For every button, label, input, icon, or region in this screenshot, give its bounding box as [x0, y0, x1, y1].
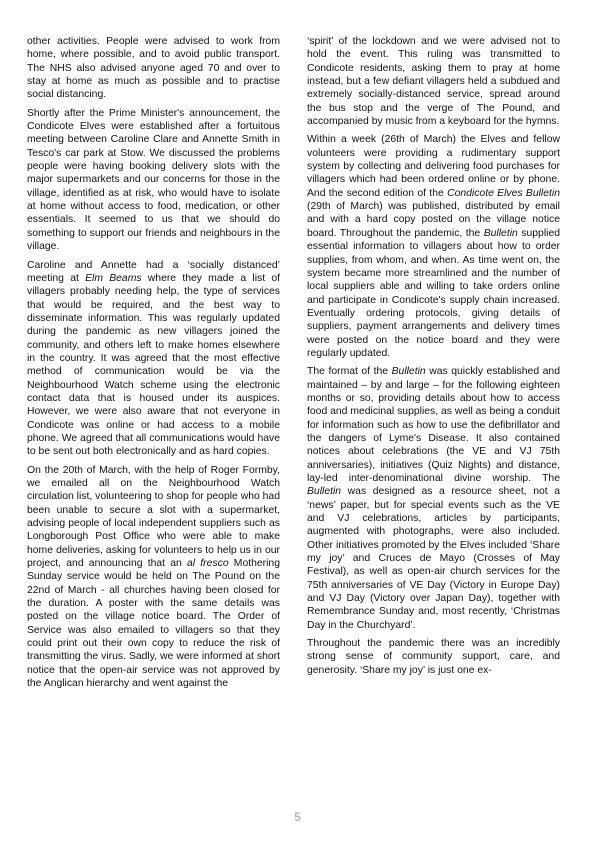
- right-column: [307, 35, 560, 677]
- paragraph: Throughout the pandemic there was an incredibly strong sense of community support, care, and generosity. ‘Share my joy’ is just one ex-: [307, 638, 560, 676]
- paragraph: ‘spirit’ of the lockdown and we were advised not to hold the event. This ruling was transmitted to Condicote residents, asking them to pray at home instead, but a few defiant villagers held a subdued and extremely socially-distanced service, spread around the bus stop and the verge of The Pound, and accompanied by music from a keyboard for the hymns.: [307, 36, 560, 128]
- page-number: 5: [294, 810, 301, 824]
- paragraph: other activities. People were advised to work from home, where possible, and to avoid public transport. The NHS also advised anyone aged 70 and over to stay at home as much as possible and to practise social distancing.: [27, 36, 280, 101]
- paragraph: Shortly after the Prime Minister's announcement, the Condicote Elves were established after a fortuitous meeting between Caroline Clare and Annette Smith in Tesco's car park at Stow. We discussed the problems people were having booking delivery slots with the major supermarkets and our concerns for those in the village, identified as at risk, who would have to isolate at home without access to food, medication, or other essentials. It seemed to us that we should do something to support our friends and neighbours in the village.: [27, 107, 280, 253]
- paragraph: On the 20th of March, with the help of Roger Formby, we emailed all on the Neighbourhood Watch circulation list, volunteering to shop for people who had been unable to secure a slot with a supermarket, advising people of local independent suppliers such as Longborough Post Office who were able to make home deliveries, asking for volunteers to help us in our project, and announcing that an al fresco Mothering Sunday service would be held on The Pound on the 22nd of March - all churches having been closed for the duration. A poster with the same details was posted on the village notice board. The Order of Service was also emailed to villagers so that they could print out their own copy to reduce the risk of transmitting the virus. Sadly, we were informed at short notice that the open-air service was not approved by the Anglican hierarchy and went against the: [27, 464, 280, 690]
- paragraph: Within a week (26th of March) the Elves and fellow volunteers were providing a rudimentary support system by collecting and delivering food purchases for villagers which had been ordered online or by phone. And the second edition of the Condicote Elves Bulletin (29th of March) was published, distributed by email and with a hard copy posted on the village notice board. Throughout the pandemic, the Bulletin supplied essential information to villagers about how to order supplies, from whom, and when. As time went on, the system became more streamlined and the number of local suppliers able and willing to take orders online and participate in Condicote's supply chain increased. Eventually ordering protocols, giving details of suppliers, payment arrangements and delivery times were posted on the notice board and they were regularly updated.: [307, 134, 561, 359]
- paragraph: The format of the Bulletin was quickly established and maintained – by and large – for the following eighteen months or so, providing details about how to access food and medicinal supplies, as well as being a conduit for information such as how to use the defibrillator and the dangers of Lyme's Disease. It also contained notices about celebrations (the VE and VJ 75th anniversaries), initiatives (Quiz Nights) and distance, lay-led inter-denominational divine worship. The Bulletin was designed as a resource sheet, not a ‘news’ paper, but for special events such as the VE and VJ celebrations, articles by participants, augmented with photographs, were also included. Other initiatives promoted by the Elves included ‘Share my joy’ and Cruces de Mayo (Crosses of May Festival), as well as open-air church services for the 75th anniversaries of VE Day (Victory in Europe Day) and VJ Day (Victory over Japan Day), together with Remembrance Sunday and, most recently, ‘Christmas Day in the Churchyard’.: [307, 366, 560, 631]
- paragraph: Caroline and Annette had a ‘socially distanced’ meeting at Elm Beams where they made a list of villagers probably needing help, the type of services that would be required, and the best way to disseminate information. This was regularly updated during the pandemic as new villagers joined the community, and others left to make homes elsewhere in the country. It was agreed that the most effective method of communication would be via the Neighbourhood Watch scheme using the electronic contact data that is housed under its auspices. However, we were also aware that not everyone in Condicote was online or had access to a mobile phone. We agreed that all communications would have to be sent out both electronically and as hard copies.: [27, 259, 281, 458]
- left-column: [27, 35, 280, 691]
